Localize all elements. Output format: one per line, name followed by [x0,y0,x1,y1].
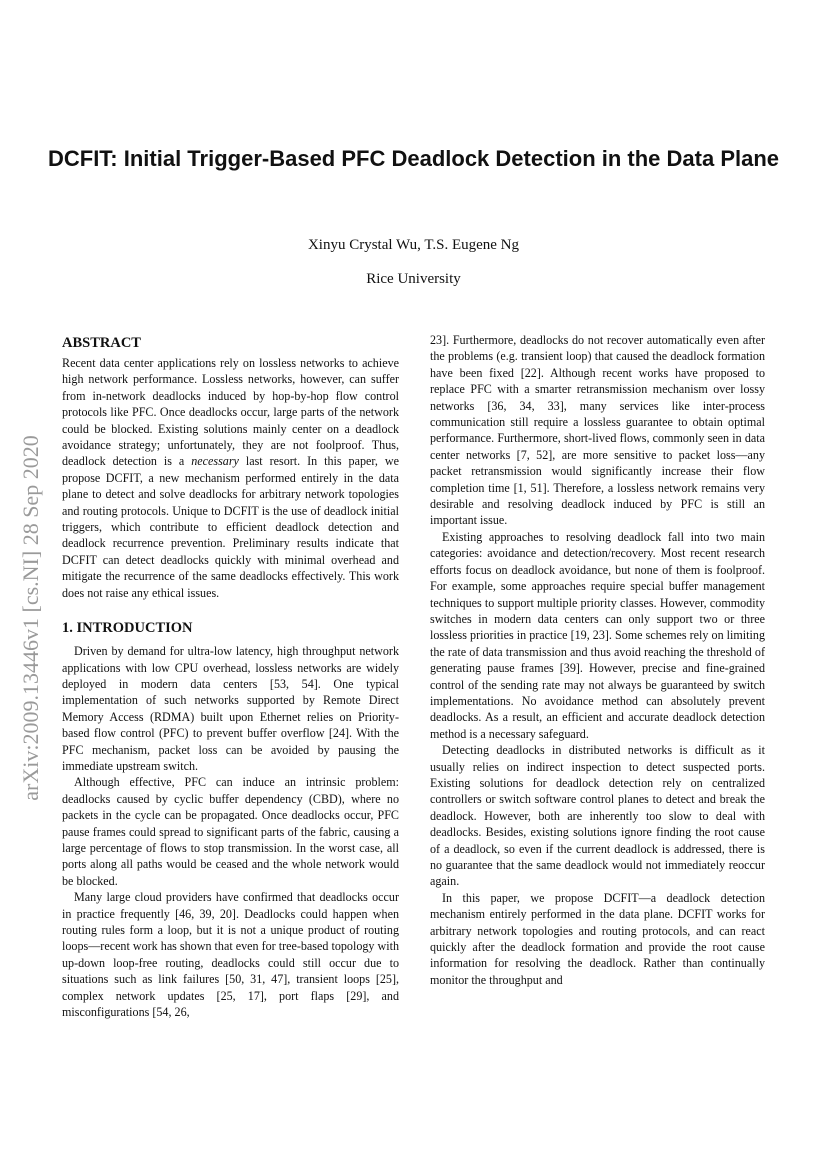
right-column [430,332,765,988]
intro-paragraph: Driven by demand for ultra-low latency, high throughput network applications with low CPU overhead, lossless networks are widely deployed in modern data centers [53, 54]. One typical implementation of such networks supported by Remote Direct Memory Access (RDMA) built upon Ethernet relies on Priority-based flow control (PFC) to prevent buffer overflow [24]. With the PFC mechanism, packet loss can be avoided by pausing the immediate upstream switch. [62,644,399,773]
intro-paragraph: Although effective, PFC can induce an intrinsic problem: deadlocks caused by cyclic buffer dependency (CBD), where no packets in the cycle can be propagated. Once deadlocks occur, PFC pause frames could spread to significant parts of the fabric, causing a large percentage of flows to stop transmission. In the worst case, all ports along all paths would be ceased and the whole network would be blocked. [62,775,399,888]
paper-authors: Xinyu Crystal Wu, T.S. Eugene Ng [307,237,520,253]
paper-affiliation: Rice University [366,271,461,287]
intro-paragraph: Many large cloud providers have confirmed that deadlocks occur in practice frequently [46, 39, 20]. Deadlocks could happen when routing rules form a loop, but it is not a unique product of routing loops—recent work has shown that even for tree-based topology with up-down loop-free routing, deadlocks could still occur due to situations such as link failures [50, 31, 47], transient loops [25], complex network updates [25, 17], port flaps [29], and misconfigurations [54, 26, [62,890,399,1020]
abstract-text-after: last resort. In this paper, we propose DCFIT, a new mechanism performed entirely in the data plane to detect and solve deadlocks for arbitrary network topologies and routing protocols. Unique to DCFIT is the use of deadlock initial triggers, which contribute to efficient deadlock detection and deadlock recurrence prevention. Preliminary results indicate that DCFIT can detect deadlocks quickly with minimal overhead and mitigate the recurrence of the same deadlocks effectively. This work does not raise any ethical issues. [62,454,399,600]
abstract-text [62,355,399,601]
abstract-text-emph: necessary [191,454,239,469]
body-paragraph: In this paper, we propose DCFIT—a deadlock detection mechanism entirely performed in the data plane. DCFIT works for arbitrary network topologies and routing protocols, and can react quickly after the deadlock formation and provide the root cause information for resolving the deadlock. Rather than continually monitor the throughput and [430,890,765,987]
abstract-text-before: Recent data center applications rely on lossless networks to achieve high network performance. Lossless networks, however, can suffer from in-network deadlocks induced by hop-by-hop flow control protocols like PFC. Once deadlocks occur, large parts of the network could be blocked. Existing solutions mainly center on a deadlock avoidance strategy; unfortunately, they are not foolproof. Thus, deadlock detection is a [62,356,399,469]
body-paragraph: Detecting deadlocks in distributed networks is difficult as it usually relies on indirect inspection to detect suspected ports. Existing solutions for deadlock detection rely on centralized controllers or switch software control planes to detect and break the deadlock. However, both are inherently too slow to deal with deadlocks. Besides, existing solutions ignore finding the root cause of a deadlock, so even if the current deadlock is addressed, there is no guarantee that the same deadlock would not immediately reoccur again. [430,743,765,889]
arxiv-stamp: arXiv:2009.13446v1 [cs.NI] 28 Sep 2020 [18,435,43,801]
intro-heading: 1. INTRODUCTION [62,620,193,637]
left-column [62,334,399,1020]
paper-title: DCFIT: Initial Trigger-Based PFC Deadlock Detection in the Data Plane [47,146,780,171]
abstract-heading: ABSTRACT [62,335,141,351]
body-paragraph: Existing approaches to resolving deadlock fall into two main categories: avoidance and detection/recovery. Most recent research efforts focus on deadlock avoidance, but none of them is foolproof. For example, some approaches require special buffer management techniques to support multiple priority classes. However, commodity switches in modern data centers can only support two or three lossless priorities in practice [19, 23]. Some schemes rely on limiting the rate of data transmission and thus avoid reaching the threshold of generating pause frames [39]. However, precise and fine-grained control of the sending rate may not always be guaranteed by switch implementations. No avoidance method can absolutely prevent deadlocks. As a result, an efficient and accurate deadlock detection method is a necessary safeguard. [430,529,765,741]
body-paragraph: 23]. Furthermore, deadlocks do not recover automatically even after the problems (e.g. transient loop) that caused the deadlock formation have been fixed [22]. Although recent works have proposed to replace PFC with a smarter retransmission mechanism over lossy networks [36, 34, 33], many services like inter-process communication still require a lossless guarantee to obtain optimal performance. Furthermore, short-lived flows, commonly seen in data center networks [7, 52], are more sensitive to packet loss—any packet retransmission would significantly increase their flow completion time [1, 51]. Therefore, a lossless network remains very desirable and resolving deadlock induced by PFC is still an important issue. [430,333,765,528]
